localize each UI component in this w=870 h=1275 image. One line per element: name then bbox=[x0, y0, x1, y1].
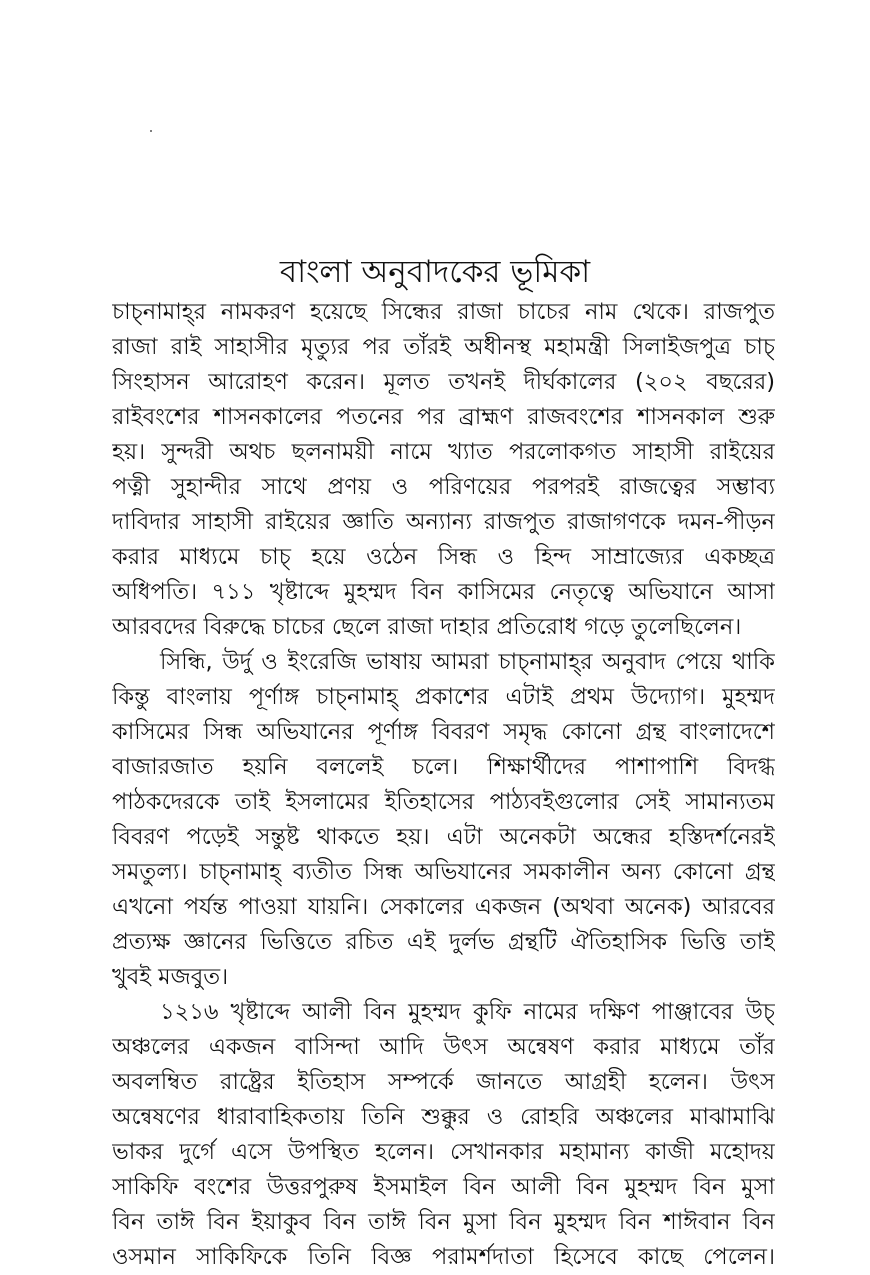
text-line: পত্নী সুহান্দীর সাথে প্রণয় ও পরিণয়ের পরপরই রাজত্বের সম্ভাব্য bbox=[112, 474, 775, 500]
paragraph-3 bbox=[112, 995, 775, 1275]
text-line: বিন তাঈ বিন ইয়াকুব বিন তাঈ বিন মুসা বিন মুহম্মদ বিন শাঈবান বিন bbox=[112, 1209, 775, 1235]
text-line: কিন্তু বাংলায় পূর্ণাঙ্গ চাচ্‌নামাহ্‌ প্রকাশের এটাই প্রথম উদ্যোগ। মুহম্মদ bbox=[112, 684, 775, 710]
paragraph-2 bbox=[112, 645, 775, 995]
text-line: হয়। সুন্দরী অথচ ছলনাময়ী নামে খ্যাত পরলোকগত সাহাসী রাইয়ের bbox=[112, 439, 775, 465]
paragraph-1 bbox=[112, 295, 775, 645]
text-line: এখনো পর্যন্ত পাওয়া যায়নি। সেকালের একজন (অথবা অনেক) আরবের bbox=[112, 894, 775, 920]
text-line: ভাকর দুর্গে এসে উপস্থিত হলেন। সেখানকার মহামান্য কাজী মহোদয় bbox=[112, 1139, 775, 1165]
text-line: খুবই মজবুত। bbox=[112, 964, 229, 990]
page-title: বাংলা অনুবাদকের ভূমিকা bbox=[279, 254, 591, 290]
text-line: প্রত্যক্ষ জ্ঞানের ভিত্তিতে রচিত এই দুর্লভ গ্রন্থটি ঐতিহাসিক ভিত্তি তাই bbox=[112, 929, 775, 955]
text-line: রাইবংশের শাসনকালের পতনের পর ব্রাহ্মণ রাজবংশের শাসনকাল শুরু bbox=[112, 404, 775, 430]
text-line: বিবরণ পড়েই সন্তুষ্ট থাকতে হয়। এটা অনেকটা অন্ধের হস্তিদর্শনেরই bbox=[112, 824, 775, 850]
text-line: দাবিদার সাহাসী রাইয়ের জ্ঞাতি অন্যান্য রাজপুত রাজাগণকে দমন-পীড়ন bbox=[112, 509, 775, 535]
text-line: সমতুল্য। চাচ্‌নামাহ্‌ ব্যতীত সিন্ধ অভিযানের সমকালীন অন্য কোনো গ্রন্থ bbox=[112, 859, 775, 885]
text-line: আরবদের বিরুদ্ধে চাচের ছেলে রাজা দাহার প্রতিরোধ গড়ে তুলেছিলেন। bbox=[112, 614, 742, 640]
text-line: অন্বেষণের ধারাবাহিকতায় তিনি শুক্কুর ও রোহরি অঞ্চলের মাঝামাঝি bbox=[112, 1104, 775, 1130]
text-line: চাচ্‌নামাহ্‌র নামকরণ হয়েছে সিন্ধের রাজা চাচের নাম থেকে। রাজপুত bbox=[112, 299, 775, 325]
scan-speck bbox=[150, 130, 152, 132]
text-line: ১২১৬ খৃষ্টাব্দে আলী বিন মুহম্মদ কুফি নামের দক্ষিণ পাঞ্জাবের উচ্‌ bbox=[160, 999, 775, 1025]
text-line: কাসিমের সিন্ধ অভিযানের পূর্ণাঙ্গ বিবরণ সমৃদ্ধ কোনো গ্রন্থ বাংলাদেশে bbox=[112, 719, 775, 745]
text-line: অধিপতি। ৭১১ খৃষ্টাব্দে মুহম্মদ বিন কাসিমের নেতৃত্বে অভিযানে আসা bbox=[112, 579, 775, 605]
text-line: অবলম্বিত রাষ্ট্রের ইতিহাস সম্পর্কে জানতে আগ্রহী হলেন। উৎস bbox=[112, 1069, 775, 1095]
text-line: বাজারজাত হয়নি বললেই চলে। শিক্ষার্থীদের পাশাপাশি বিদগ্ধ bbox=[112, 754, 775, 780]
text-line: অঞ্চলের একজন বাসিন্দা আদি উৎস অন্বেষণ করার মাধ্যমে তাঁর bbox=[112, 1034, 775, 1060]
text-line: সাকিফি বংশের উত্তরপুরুষ ইসমাইল বিন আলী বিন মুহম্মদ বিন মুসা bbox=[112, 1174, 775, 1200]
text-line: করার মাধ্যমে চাচ্‌ হয়ে ওঠেন সিন্ধ ও হিন্দ সাম্রাজ্যের একচ্ছত্র bbox=[112, 544, 775, 570]
body-text bbox=[112, 295, 775, 1275]
text-line: রাজা রাই সাহাসীর মৃত্যুর পর তাঁরই অধীনস্থ মহামন্ত্রী সিলাইজপুত্র চাচ্‌ bbox=[112, 334, 775, 360]
text-line: সিংহাসন আরোহণ করেন। মূলত তখনই দীর্ঘকালের (২০২ বছরের) bbox=[112, 369, 775, 395]
text-line: ওসমান সাকিফিকে তিনি বিজ্ঞ পরামর্শদাতা হিসেবে কাছে পেলেন। bbox=[112, 1244, 775, 1270]
text-line: সিন্ধি, উর্দু ও ইংরেজি ভাষায় আমরা চাচ্‌নামাহ্‌র অনুবাদ পেয়ে থাকি bbox=[160, 649, 775, 675]
text-line: পাঠকদেরকে তাই ইসলামের ইতিহাসের পাঠ্যবইগুলোর সেই সামান্যতম bbox=[112, 789, 775, 815]
